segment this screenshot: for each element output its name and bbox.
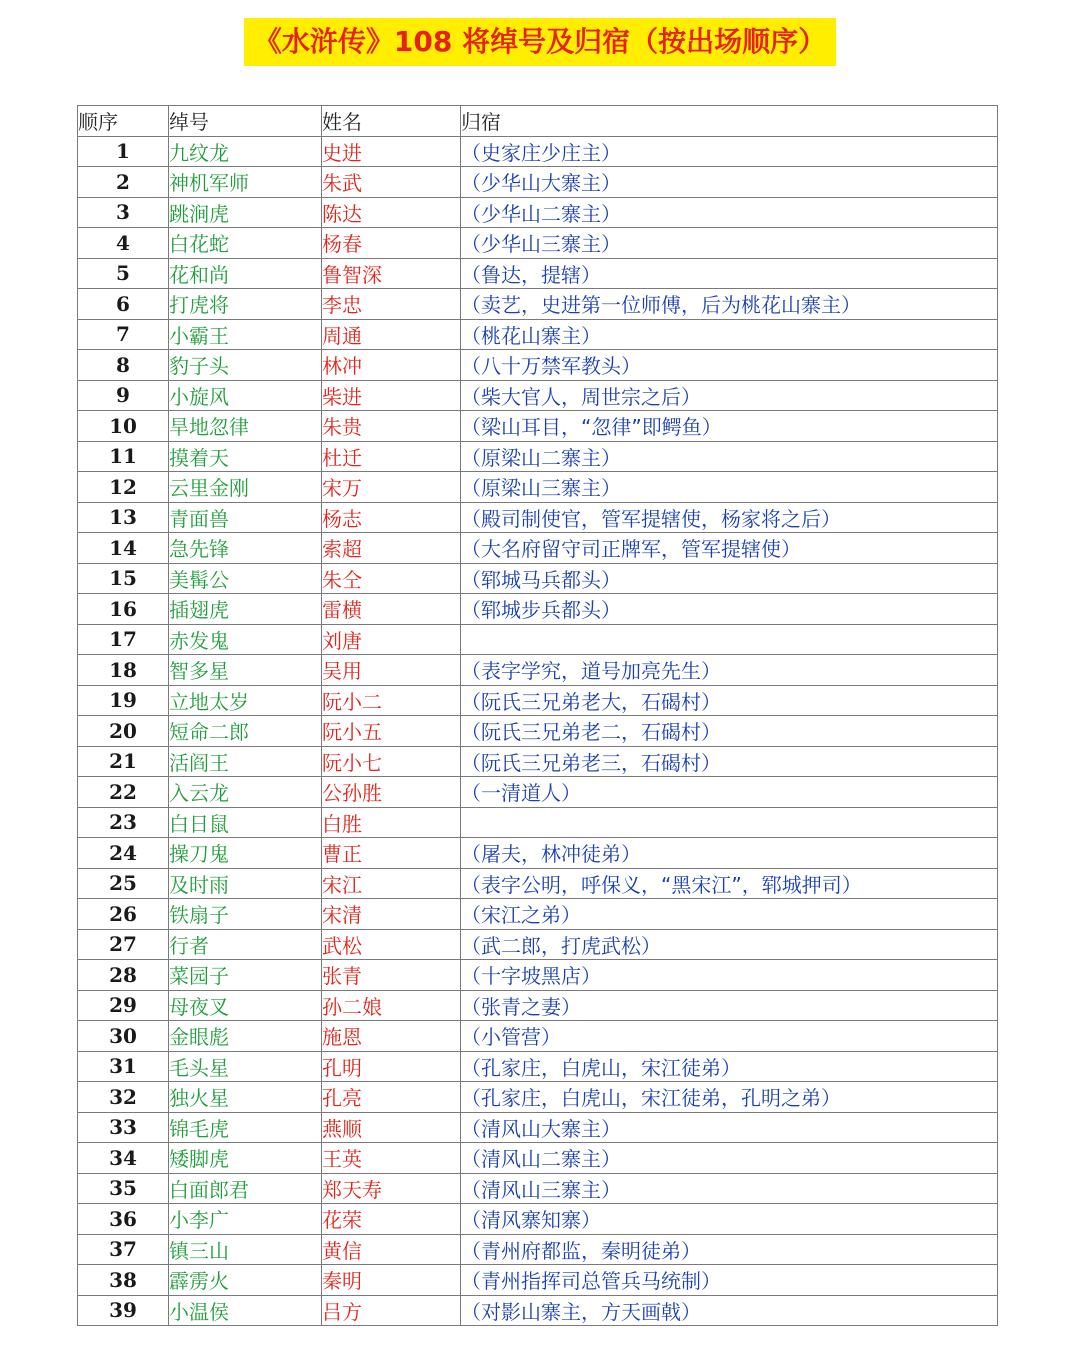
row-fate: （对影山寨主，方天画戟） <box>461 1295 998 1326</box>
row-nickname: 神机军师 <box>169 167 322 198</box>
table-row <box>78 1295 998 1326</box>
row-name: 公孙胜 <box>322 777 461 808</box>
row-fate: （柴大官人，周世宗之后） <box>461 380 998 411</box>
table-row <box>78 990 998 1021</box>
row-order: 24 <box>78 838 169 869</box>
row-nickname: 青面兽 <box>169 502 322 533</box>
row-order: 8 <box>78 350 169 381</box>
header-row <box>78 106 998 137</box>
table-row <box>78 472 998 503</box>
row-name: 柴进 <box>322 380 461 411</box>
row-nickname: 行者 <box>169 929 322 960</box>
row-fate: （郓城步兵都头） <box>461 594 998 625</box>
row-name: 李忠 <box>322 289 461 320</box>
row-nickname: 金眼彪 <box>169 1021 322 1052</box>
row-nickname: 母夜叉 <box>169 990 322 1021</box>
row-fate: （殿司制使官，管军提辖使，杨家将之后） <box>461 502 998 533</box>
row-order: 12 <box>78 472 169 503</box>
row-nickname: 锦毛虎 <box>169 1112 322 1143</box>
row-order: 37 <box>78 1234 169 1265</box>
row-order: 16 <box>78 594 169 625</box>
table-row <box>78 1112 998 1143</box>
row-fate: （阮氏三兄弟老二，石碣村） <box>461 716 998 747</box>
row-order: 36 <box>78 1204 169 1235</box>
row-name: 鲁智深 <box>322 258 461 289</box>
row-fate: （清风山大寨主） <box>461 1112 998 1143</box>
row-fate: （武二郎，打虎武松） <box>461 929 998 960</box>
table-row <box>78 746 998 777</box>
table-row <box>78 777 998 808</box>
row-order: 31 <box>78 1051 169 1082</box>
row-nickname: 旱地忽律 <box>169 411 322 442</box>
row-order: 29 <box>78 990 169 1021</box>
row-fate: （宋江之弟） <box>461 899 998 930</box>
row-name: 燕顺 <box>322 1112 461 1143</box>
table-row <box>78 1082 998 1113</box>
header-fate: 归宿 <box>461 106 998 137</box>
row-nickname: 急先锋 <box>169 533 322 564</box>
row-nickname: 操刀鬼 <box>169 838 322 869</box>
table-row <box>78 319 998 350</box>
row-fate: （阮氏三兄弟老大，石碣村） <box>461 685 998 716</box>
row-fate: （清风山二寨主） <box>461 1143 998 1174</box>
row-nickname: 智多星 <box>169 655 322 686</box>
row-name: 朱仝 <box>322 563 461 594</box>
row-nickname: 菜园子 <box>169 960 322 991</box>
row-name: 阮小五 <box>322 716 461 747</box>
row-fate: （桃花山寨主） <box>461 319 998 350</box>
table-row <box>78 167 998 198</box>
table-row <box>78 411 998 442</box>
row-nickname: 云里金刚 <box>169 472 322 503</box>
row-name: 孔明 <box>322 1051 461 1082</box>
table-row <box>78 563 998 594</box>
table-row <box>78 1021 998 1052</box>
row-fate: （青州府都监，秦明徒弟） <box>461 1234 998 1265</box>
row-name: 孔亮 <box>322 1082 461 1113</box>
row-name: 曹正 <box>322 838 461 869</box>
row-order: 34 <box>78 1143 169 1174</box>
row-nickname: 独火星 <box>169 1082 322 1113</box>
row-order: 11 <box>78 441 169 472</box>
row-name: 吴用 <box>322 655 461 686</box>
table-row <box>78 960 998 991</box>
row-nickname: 小李广 <box>169 1204 322 1235</box>
row-fate: （孔家庄，白虎山，宋江徒弟，孔明之弟） <box>461 1082 998 1113</box>
row-nickname: 矮脚虎 <box>169 1143 322 1174</box>
row-nickname: 摸着天 <box>169 441 322 472</box>
row-name: 索超 <box>322 533 461 564</box>
row-order: 10 <box>78 411 169 442</box>
roster-table <box>77 105 998 1326</box>
row-nickname: 小旋风 <box>169 380 322 411</box>
row-nickname: 霹雳火 <box>169 1265 322 1296</box>
row-order: 6 <box>78 289 169 320</box>
row-order: 35 <box>78 1173 169 1204</box>
row-order: 9 <box>78 380 169 411</box>
row-fate: （表字学究，道号加亮先生） <box>461 655 998 686</box>
row-fate: （卖艺，史进第一位师傅，后为桃花山寨主） <box>461 289 998 320</box>
row-fate: （十字坡黑店） <box>461 960 998 991</box>
row-name: 宋江 <box>322 868 461 899</box>
row-name: 周通 <box>322 319 461 350</box>
row-fate: （屠夫，林冲徒弟） <box>461 838 998 869</box>
row-name: 张青 <box>322 960 461 991</box>
row-fate: （八十万禁军教头） <box>461 350 998 381</box>
row-name: 孙二娘 <box>322 990 461 1021</box>
table-row <box>78 1143 998 1174</box>
row-nickname: 立地太岁 <box>169 685 322 716</box>
table-row <box>78 441 998 472</box>
row-fate: （清风寨知寨） <box>461 1204 998 1235</box>
row-nickname: 活阎王 <box>169 746 322 777</box>
row-fate: （少华山二寨主） <box>461 197 998 228</box>
row-fate: （原梁山三寨主） <box>461 472 998 503</box>
row-fate: （表字公明，呼保义，“黑宋江”，郓城押司） <box>461 868 998 899</box>
row-order: 32 <box>78 1082 169 1113</box>
row-name: 林冲 <box>322 350 461 381</box>
row-fate: （少华山大寨主） <box>461 167 998 198</box>
row-name: 阮小二 <box>322 685 461 716</box>
row-order: 25 <box>78 868 169 899</box>
row-order: 22 <box>78 777 169 808</box>
row-nickname: 美髯公 <box>169 563 322 594</box>
row-order: 15 <box>78 563 169 594</box>
row-name: 白胜 <box>322 807 461 838</box>
row-name: 杨志 <box>322 502 461 533</box>
table-row <box>78 258 998 289</box>
table-row <box>78 624 998 655</box>
row-nickname: 镇三山 <box>169 1234 322 1265</box>
row-nickname: 插翅虎 <box>169 594 322 625</box>
row-order: 1 <box>78 136 169 167</box>
row-name: 朱武 <box>322 167 461 198</box>
table-row <box>78 594 998 625</box>
row-order: 21 <box>78 746 169 777</box>
row-nickname: 白面郎君 <box>169 1173 322 1204</box>
row-fate: （梁山耳目，“忽律”即鳄鱼） <box>461 411 998 442</box>
table-row <box>78 685 998 716</box>
row-fate: （阮氏三兄弟老三，石碣村） <box>461 746 998 777</box>
table-row <box>78 807 998 838</box>
row-fate: （清风山三寨主） <box>461 1173 998 1204</box>
row-order: 20 <box>78 716 169 747</box>
row-name: 花荣 <box>322 1204 461 1235</box>
row-order: 5 <box>78 258 169 289</box>
row-name: 施恩 <box>322 1021 461 1052</box>
row-fate: （孔家庄，白虎山，宋江徒弟） <box>461 1051 998 1082</box>
table-row <box>78 1173 998 1204</box>
row-nickname: 九纹龙 <box>169 136 322 167</box>
row-order: 14 <box>78 533 169 564</box>
row-order: 23 <box>78 807 169 838</box>
header-nickname: 绰号 <box>169 106 322 137</box>
row-fate: （原梁山二寨主） <box>461 441 998 472</box>
row-name: 杜迁 <box>322 441 461 472</box>
table-row <box>78 502 998 533</box>
row-order: 2 <box>78 167 169 198</box>
row-name: 秦明 <box>322 1265 461 1296</box>
row-name: 郑天寿 <box>322 1173 461 1204</box>
row-nickname: 入云龙 <box>169 777 322 808</box>
table-row <box>78 899 998 930</box>
row-nickname: 铁扇子 <box>169 899 322 930</box>
row-order: 26 <box>78 899 169 930</box>
table-row <box>78 350 998 381</box>
row-order: 39 <box>78 1295 169 1326</box>
table-row <box>78 1051 998 1082</box>
row-order: 28 <box>78 960 169 991</box>
row-fate: （张青之妻） <box>461 990 998 1021</box>
row-name: 雷横 <box>322 594 461 625</box>
header-order: 顺序 <box>78 106 169 137</box>
table-row <box>78 838 998 869</box>
table-row <box>78 228 998 259</box>
row-name: 刘唐 <box>322 624 461 655</box>
row-nickname: 豹子头 <box>169 350 322 381</box>
row-nickname: 小温侯 <box>169 1295 322 1326</box>
title-area <box>0 18 1080 66</box>
row-fate: （鲁达，提辖） <box>461 258 998 289</box>
row-name: 吕方 <box>322 1295 461 1326</box>
row-fate: （少华山三寨主） <box>461 228 998 259</box>
row-nickname: 花和尚 <box>169 258 322 289</box>
row-nickname: 毛头星 <box>169 1051 322 1082</box>
row-nickname: 白花蛇 <box>169 228 322 259</box>
header-name: 姓名 <box>322 106 461 137</box>
page-title: 《水浒传》108 将绰号及归宿（按出场顺序） <box>244 18 836 66</box>
row-name: 杨春 <box>322 228 461 259</box>
table-row <box>78 868 998 899</box>
row-nickname: 赤发鬼 <box>169 624 322 655</box>
row-name: 黄信 <box>322 1234 461 1265</box>
row-order: 4 <box>78 228 169 259</box>
row-fate: （青州指挥司总管兵马统制） <box>461 1265 998 1296</box>
row-fate: （史家庄少庄主） <box>461 136 998 167</box>
row-name: 武松 <box>322 929 461 960</box>
table-row <box>78 380 998 411</box>
row-nickname: 小霸王 <box>169 319 322 350</box>
row-order: 33 <box>78 1112 169 1143</box>
row-order: 30 <box>78 1021 169 1052</box>
row-nickname: 打虎将 <box>169 289 322 320</box>
row-fate <box>461 807 998 838</box>
row-order: 17 <box>78 624 169 655</box>
row-name: 阮小七 <box>322 746 461 777</box>
table-row <box>78 1265 998 1296</box>
table-row <box>78 1204 998 1235</box>
table-body <box>78 136 998 1326</box>
row-name: 宋万 <box>322 472 461 503</box>
table-row <box>78 289 998 320</box>
row-fate: （大名府留守司正牌军，管军提辖使） <box>461 533 998 564</box>
row-order: 38 <box>78 1265 169 1296</box>
table-row <box>78 533 998 564</box>
row-fate <box>461 624 998 655</box>
row-name: 陈达 <box>322 197 461 228</box>
table-row <box>78 655 998 686</box>
row-order: 27 <box>78 929 169 960</box>
row-nickname: 白日鼠 <box>169 807 322 838</box>
row-name: 朱贵 <box>322 411 461 442</box>
row-nickname: 跳涧虎 <box>169 197 322 228</box>
table-row <box>78 197 998 228</box>
row-order: 7 <box>78 319 169 350</box>
table-row <box>78 929 998 960</box>
row-fate: （小管营） <box>461 1021 998 1052</box>
row-name: 史进 <box>322 136 461 167</box>
row-fate: （一清道人） <box>461 777 998 808</box>
table-row <box>78 1234 998 1265</box>
table-row <box>78 716 998 747</box>
row-nickname: 及时雨 <box>169 868 322 899</box>
row-name: 宋清 <box>322 899 461 930</box>
row-order: 18 <box>78 655 169 686</box>
row-name: 王英 <box>322 1143 461 1174</box>
row-order: 13 <box>78 502 169 533</box>
row-order: 3 <box>78 197 169 228</box>
table-row <box>78 136 998 167</box>
row-order: 19 <box>78 685 169 716</box>
row-fate: （郓城马兵都头） <box>461 563 998 594</box>
row-nickname: 短命二郎 <box>169 716 322 747</box>
